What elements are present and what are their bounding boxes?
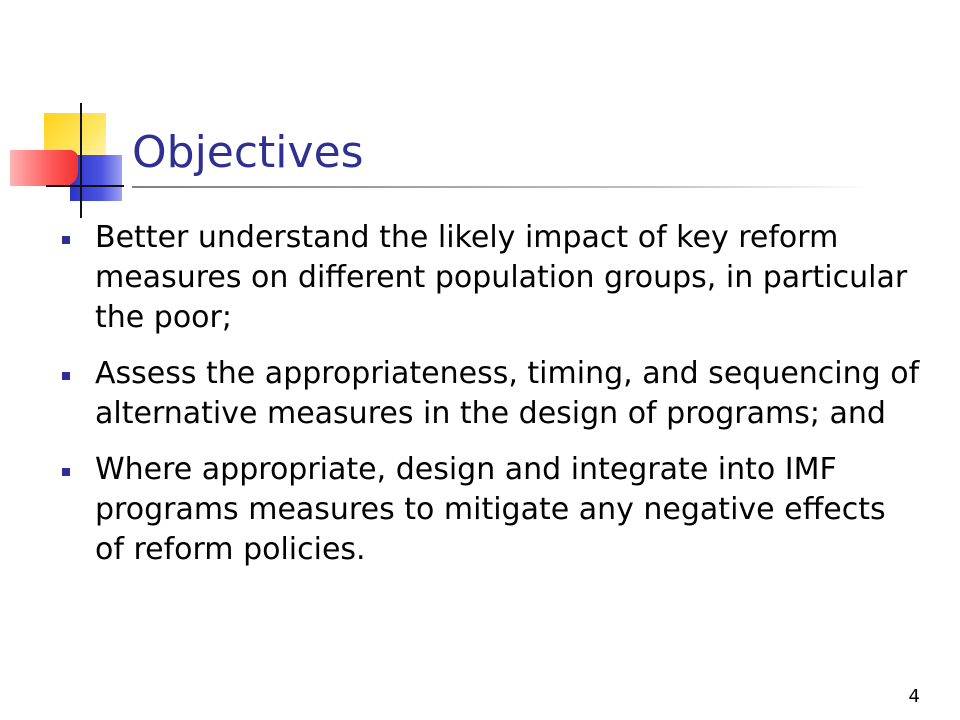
logo-red-bar: [10, 150, 78, 186]
square-bullet-icon: [62, 372, 70, 380]
bullet-item: [62, 218, 922, 338]
logo-vertical-line: [80, 103, 82, 218]
bullet-text: Better understand the likely impact of key reform measures on different population groups, in particular the poor;: [95, 220, 908, 335]
slide-title: Objectives: [132, 127, 364, 178]
bullet-item: [62, 354, 922, 434]
page-number: 4: [908, 686, 920, 707]
bullet-text: Assess the appropriateness, timing, and sequencing of alternative measures in the design of programs; and: [95, 356, 920, 431]
square-bullet-icon: [62, 468, 70, 476]
bullet-text: Where appropriate, design and integrate into IMF programs measures to mitigate any negative effects of reform policies.: [95, 452, 886, 567]
square-bullet-icon: [62, 236, 70, 244]
bullet-item: [62, 450, 922, 570]
title-underline: [132, 186, 872, 188]
bullet-list: [62, 218, 922, 586]
decorative-logo: [0, 95, 140, 220]
logo-horizontal-line: [46, 185, 124, 187]
